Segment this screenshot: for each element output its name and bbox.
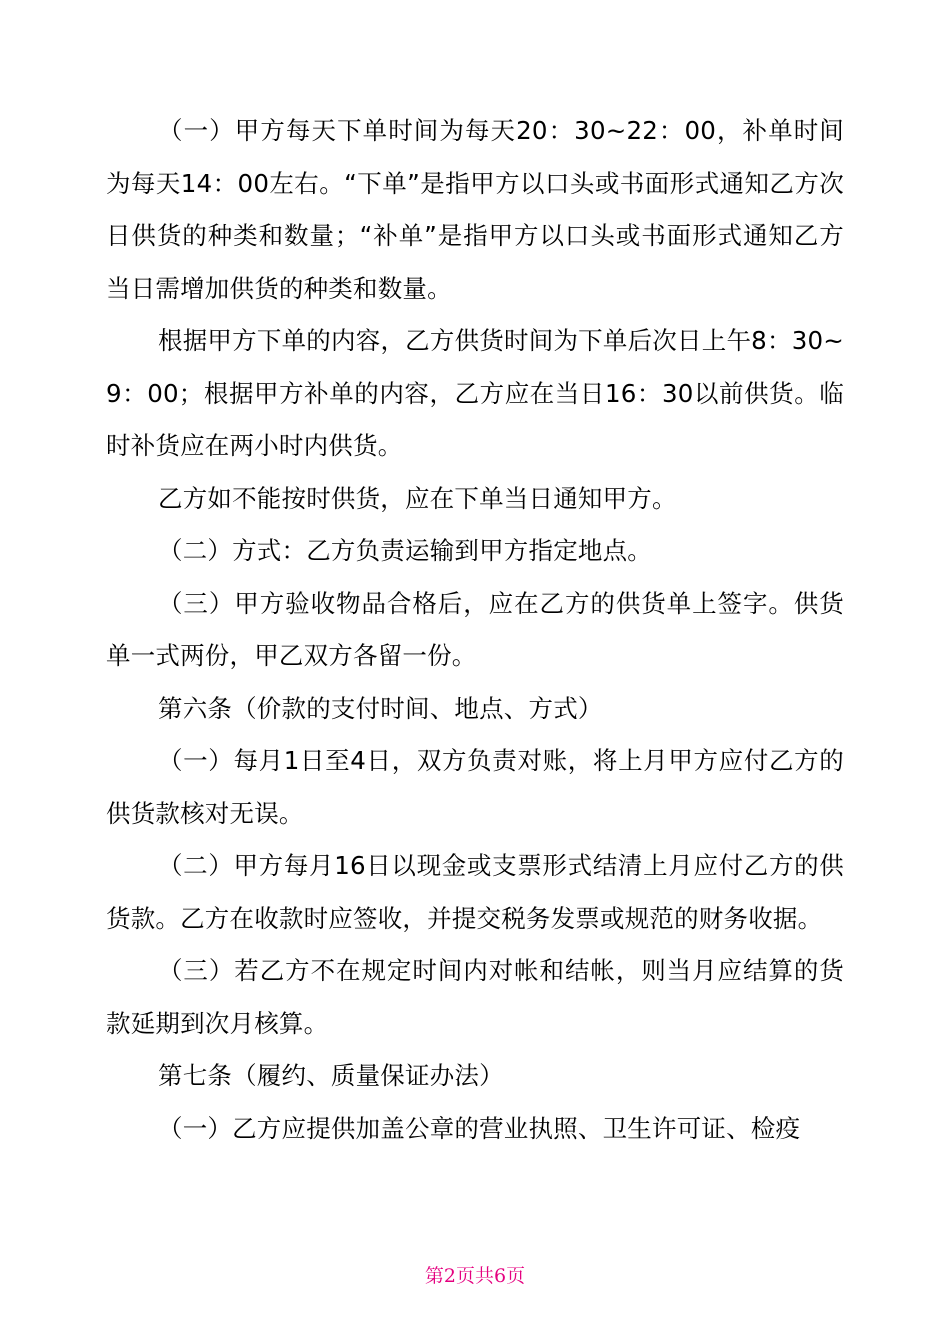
article-seven-heading: 第七条（履约、质量保证办法） <box>158 1061 504 1090</box>
paragraph-deferred-settlement: （三）若乙方不在规定时间内对帐和结帐，则当月应结算的货款延期到次月核算。 <box>106 956 844 1038</box>
paragraph-licenses: （一）乙方应提供加盖公章的营业执照、卫生许可证、检疫 <box>158 1113 801 1143</box>
paragraph-reconciliation: （一）每月1日至4日，双方负责对账，将上月甲方应付乙方的供货款核对无误。 <box>106 746 844 828</box>
article-six-heading: 第六条（价款的支付时间、地点、方式） <box>158 693 603 723</box>
paragraph-acceptance: （三）甲方验收物品合格后，应在乙方的供货单上签字。供货单一式两份，甲乙双方各留一份。 <box>106 588 844 670</box>
paragraph-order-times: （一）甲方每天下单时间为每天20：30~22：00，补单时间为每天14：00左右。“下单”是指甲方以口头或书面形式通知乙方次日供货的种类和数量；“补单”是指甲方以口头或书面形式通知乙方当日需增加供货的种类和数量。 <box>106 116 844 303</box>
paragraph-delivery-times: 根据甲方下单的内容，乙方供货时间为下单后次日上午8：30~9：00；根据甲方补单的内容，乙方应在当日16：30以前供货。临时补货应在两小时内供货。 <box>106 326 844 460</box>
paragraph-delivery-method: （二）方式：乙方负责运输到甲方指定地点。 <box>158 536 652 565</box>
paragraph-payment: （二）甲方每月16日以现金或支票形式结清上月应付乙方的供货款。乙方在收款时应签收，并提交税务发票或规范的财务收据。 <box>106 851 844 933</box>
page-number-footer: 第2页共6页 <box>424 1265 526 1287</box>
document-body <box>106 105 844 1155</box>
paragraph-late-notice: 乙方如不能按时供货，应在下单当日通知甲方。 <box>158 483 677 513</box>
